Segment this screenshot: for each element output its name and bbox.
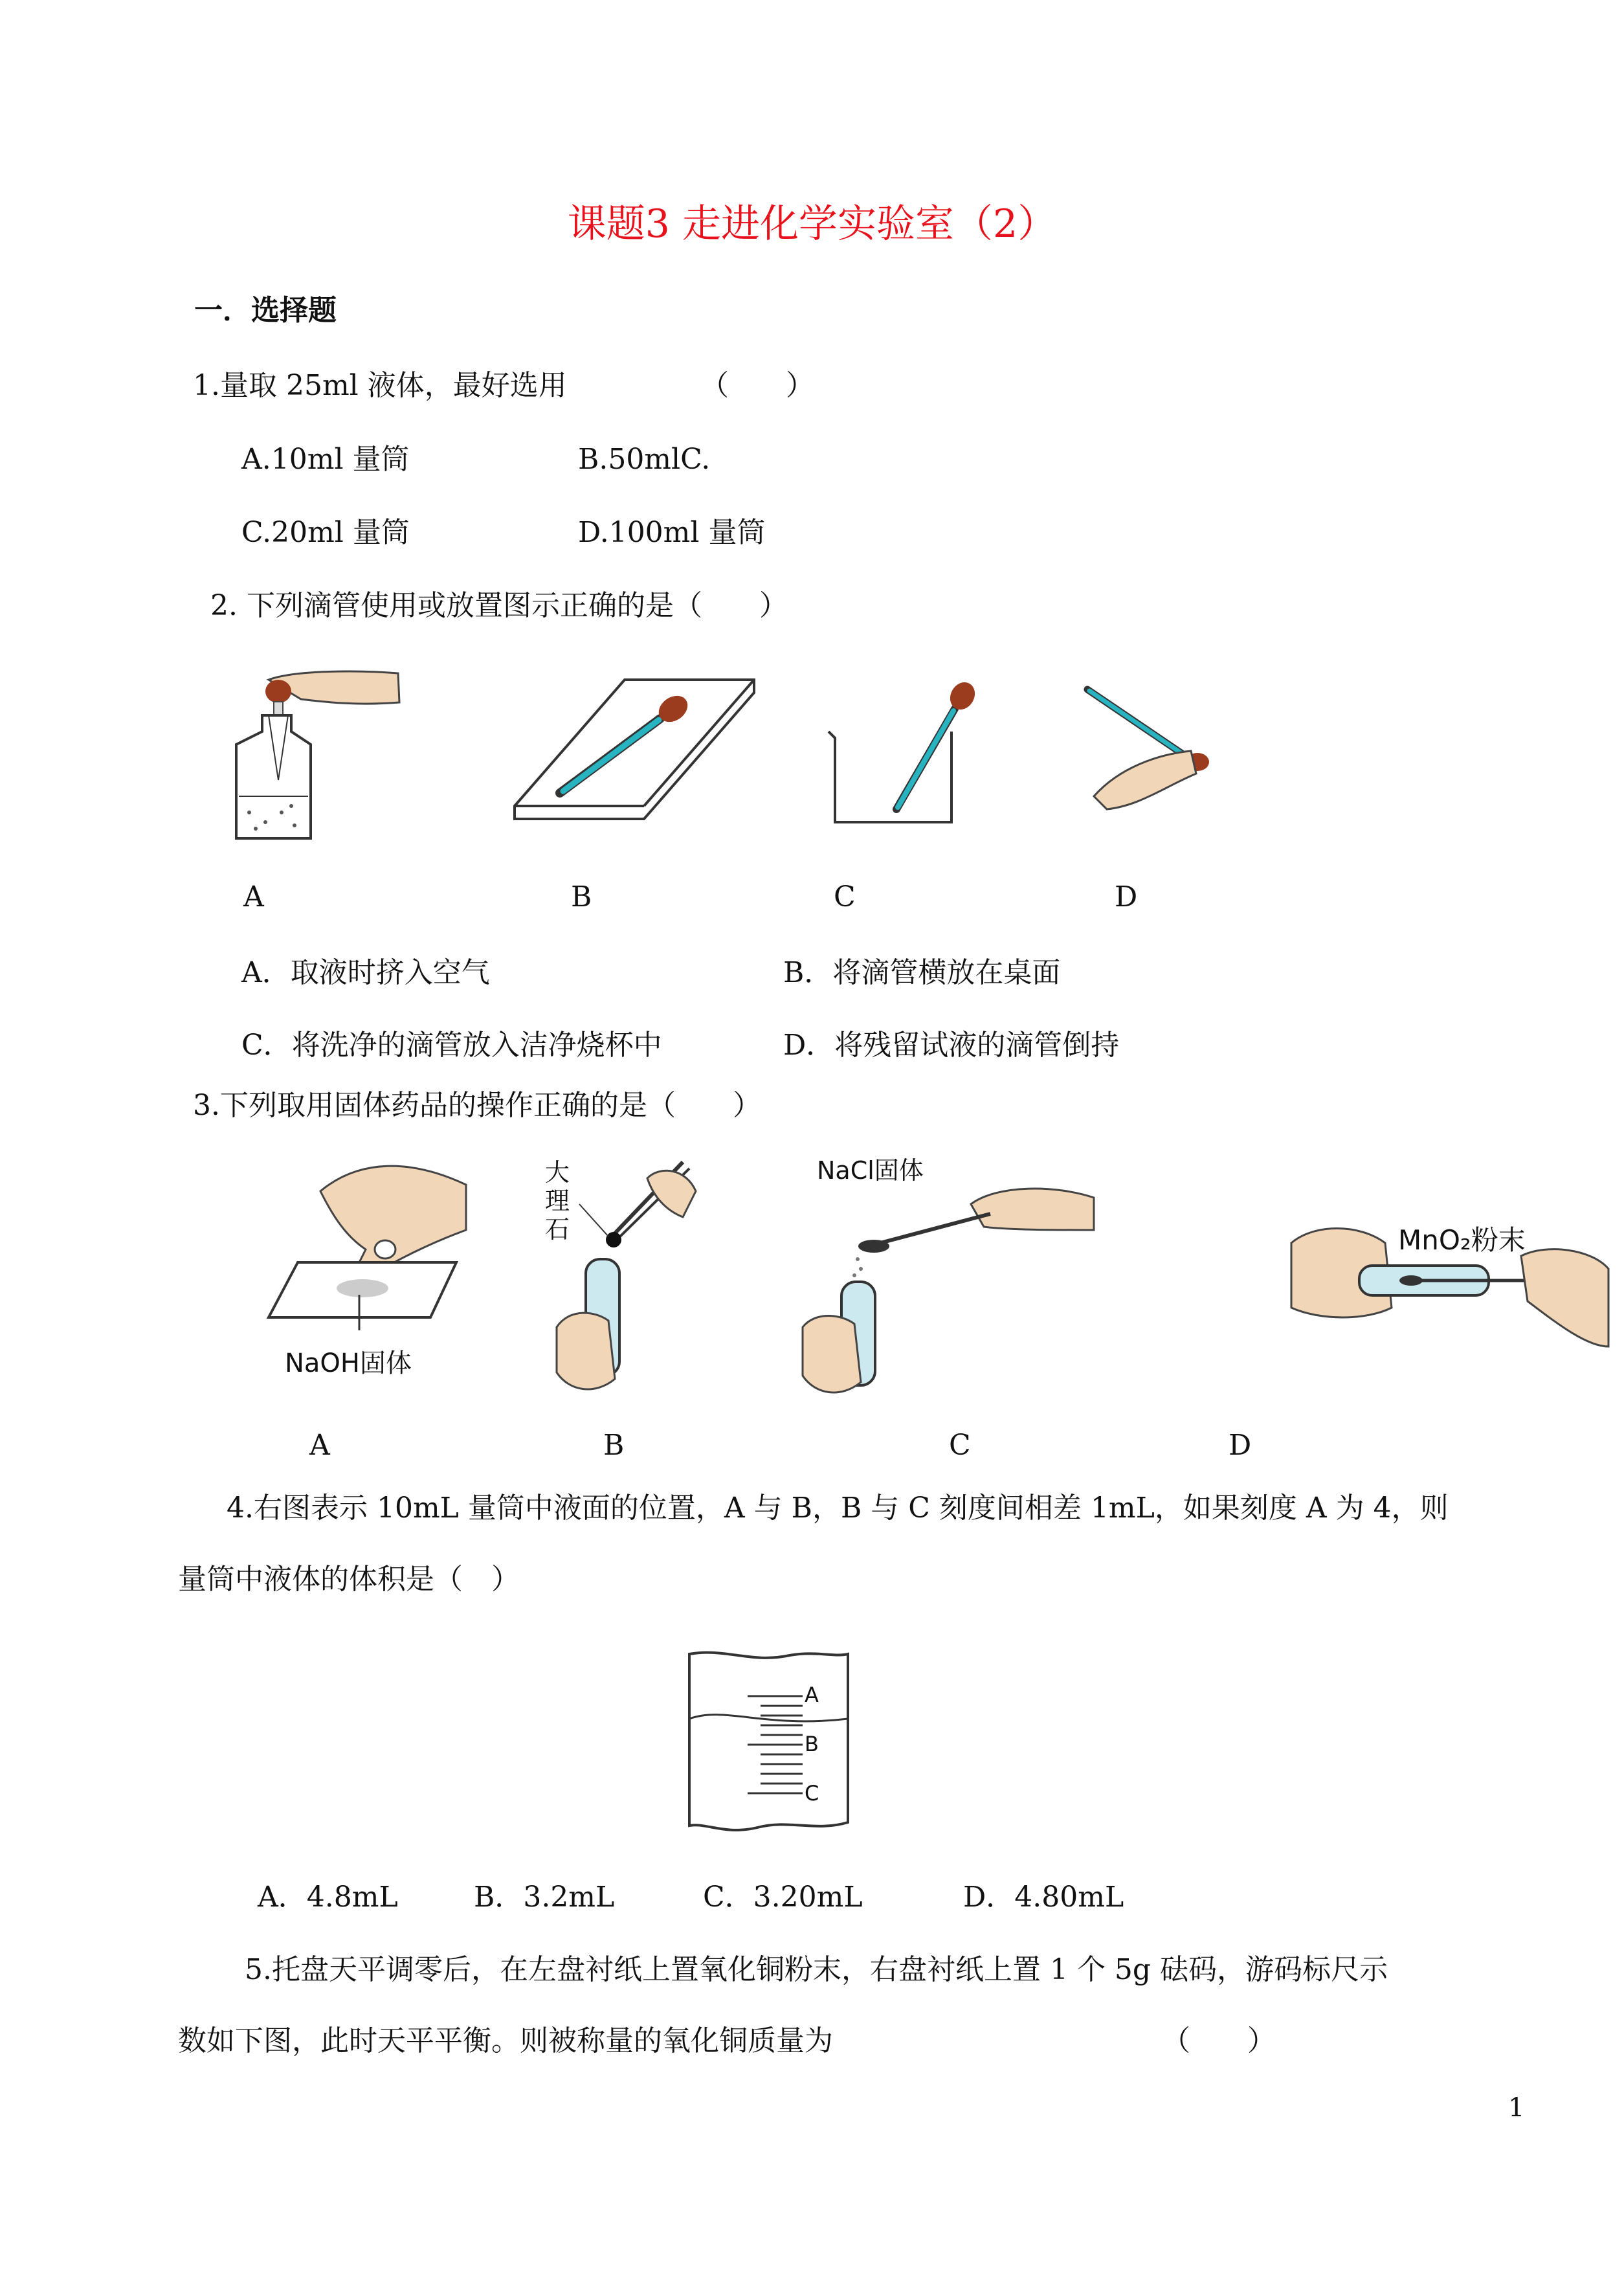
q3-nacl-label: NaCl固体 [817,1156,924,1185]
q1-option-d: D.100ml 量筒 [578,516,766,549]
q2-option-d: D．将残留试液的滴管倒持 [783,1029,1120,1062]
q1-option-c: C.20ml 量筒 [241,516,410,549]
q1-option-a: A.10ml 量筒 [241,443,410,476]
q2-figure-b [511,673,757,829]
q3-figure-label-a: A [309,1429,330,1462]
q3-marble-label-2: 理 [545,1187,570,1215]
q2-figure-label-b: B [571,880,592,913]
q4-option-b: B．3.2mL [474,1881,615,1914]
q4-scale-label-a: A [805,1683,819,1707]
q5-answer-blank: （ ） [1162,2024,1276,2057]
q2-figure-a [230,667,424,848]
q4-option-c: C．3.20mL [703,1881,863,1914]
q4-scale-label-b: B [805,1732,819,1756]
q1-stem: 1.量取 25ml 液体，最好选用 [193,369,567,402]
q4-cylinder-figure [686,1648,854,1835]
q2-figure-c [825,683,981,832]
q4-option-a: A．4.8mL [258,1881,398,1914]
q1-answer-blank: （ ） [700,369,814,402]
page-number: 1 [1508,2093,1525,2123]
q4-stem-line2: 量筒中液体的体积是（ ） [178,1563,520,1596]
q3-naoh-label: NaOH固体 [285,1348,412,1378]
q2-figure-label-a: A [243,880,264,913]
q3-figure-label-d: D [1229,1429,1252,1462]
q3-figure-c [796,1159,1100,1398]
q3-figure-label-c: C [949,1429,971,1462]
q2-stem: 2. 下列滴管使用或放置图示正确的是（ ） [210,589,788,622]
q3-figure-label-b: B [603,1429,625,1462]
page-title: 课题3 走进化学实验室（2） [567,201,1057,247]
q1-option-b: B.50mlC. [578,443,711,476]
q4-scale-label-c: C [805,1781,819,1806]
q2-option-a: A．取液时挤入空气 [241,956,490,989]
q2-figure-label-d: D [1115,880,1138,913]
q5-stem-line2: 数如下图，此时天平平衡。则被称量的氧化铜质量为 [178,2024,833,2057]
q2-figure-d [1081,683,1223,812]
q2-option-c: C．将洗净的滴管放入洁净烧杯中 [241,1029,662,1062]
q2-figure-label-c: C [834,880,856,913]
q3-marble-label-1: 大 [545,1158,570,1187]
q4-option-d: D．4.80mL [963,1881,1124,1914]
q3-stem: 3.下列取用固体药品的操作正确的是（ ） [193,1089,761,1122]
q3-marble-label-3: 石 [545,1215,570,1244]
q3-mno2-label: MnO₂粉末 [1398,1224,1526,1256]
q2-option-b: B．将滴管横放在桌面 [783,956,1061,989]
q4-stem-line1: 4.右图表示 10mL 量筒中液面的位置，A 与 B，B 与 C 刻度间相差 1mL，如果刻度 A 为 4，则 [227,1492,1449,1525]
q5-stem-line1: 5.托盘天平调零后，在左盘衬纸上置氧化铜粉末，右盘衬纸上置 1 个 5g 砝码，游码标尺示 [245,1953,1388,1986]
section-heading: 一．选择题 [194,294,337,327]
q3-figure-a [262,1159,469,1372]
